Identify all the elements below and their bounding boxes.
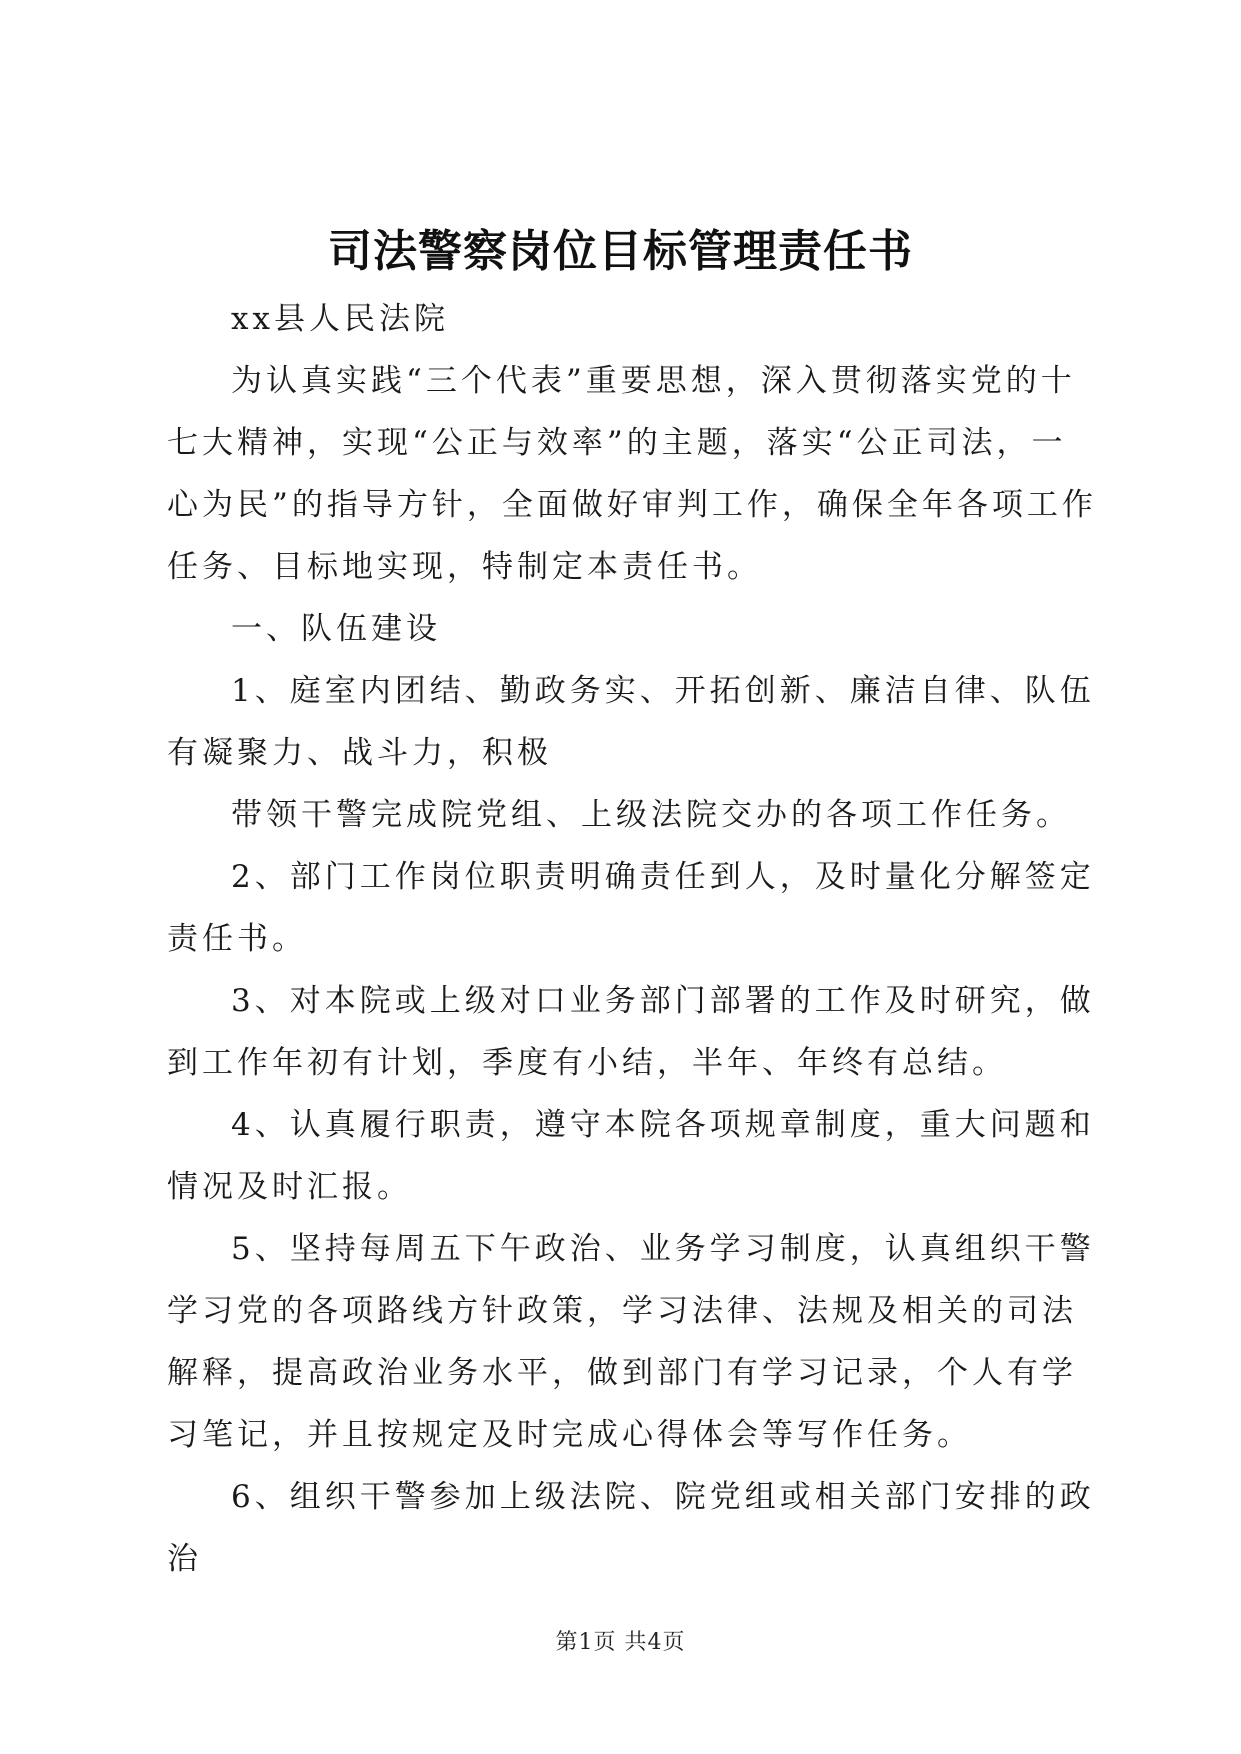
paragraph-item-6: 6、组织干警参加上级法院、院党组或相关部门安排的政治 <box>167 1479 1095 1577</box>
paragraph-item-3: 3、对本院或上级对口业务部门部署的工作及时研究，做到工作年初有计划，季度有小结，半年、年终有总结。 <box>167 983 1095 1081</box>
paragraph-court-name: xx县人民法院 <box>231 301 449 337</box>
document-body <box>167 288 1097 1590</box>
section-heading-team-building: 一、队伍建设 <box>231 611 441 647</box>
page-number-footer: 第1页 共4页 <box>555 1630 686 1655</box>
paragraph-preamble: 为认真实践“三个代表”重要思想，深入贯彻落实党的十七大精神，实现“公正与效率”的主题，落实“公正司法，一心为民”的指导方针，全面做好审判工作，确保全年各项工作任务、目标地实现，特制定本责任书。 <box>167 363 1097 585</box>
document-title: 司法警察岗位目标管理责任书 <box>328 226 913 277</box>
paragraph-item-1-continued: 带领干警完成院党组、上级法院交办的各项工作任务。 <box>231 797 1071 833</box>
paragraph-item-1: 1、庭室内团结、勤政务实、开拓创新、廉洁自律、队伍有凝聚力、战斗力，积极 <box>167 673 1095 771</box>
paragraph-item-5: 5、坚持每周五下午政治、业务学习制度，认真组织干警学习党的各项路线方针政策，学习法律、法规及相关的司法解释，提高政治业务水平，做到部门有学习记录，个人有学习笔记，并且按规定及时完成心得体会等写作任务。 <box>167 1231 1095 1453</box>
paragraph-item-4: 4、认真履行职责，遵守本院各项规章制度，重大问题和情况及时汇报。 <box>167 1107 1095 1205</box>
paragraph-item-2: 2、部门工作岗位职责明确责任到人，及时量化分解签定责任书。 <box>167 859 1095 957</box>
